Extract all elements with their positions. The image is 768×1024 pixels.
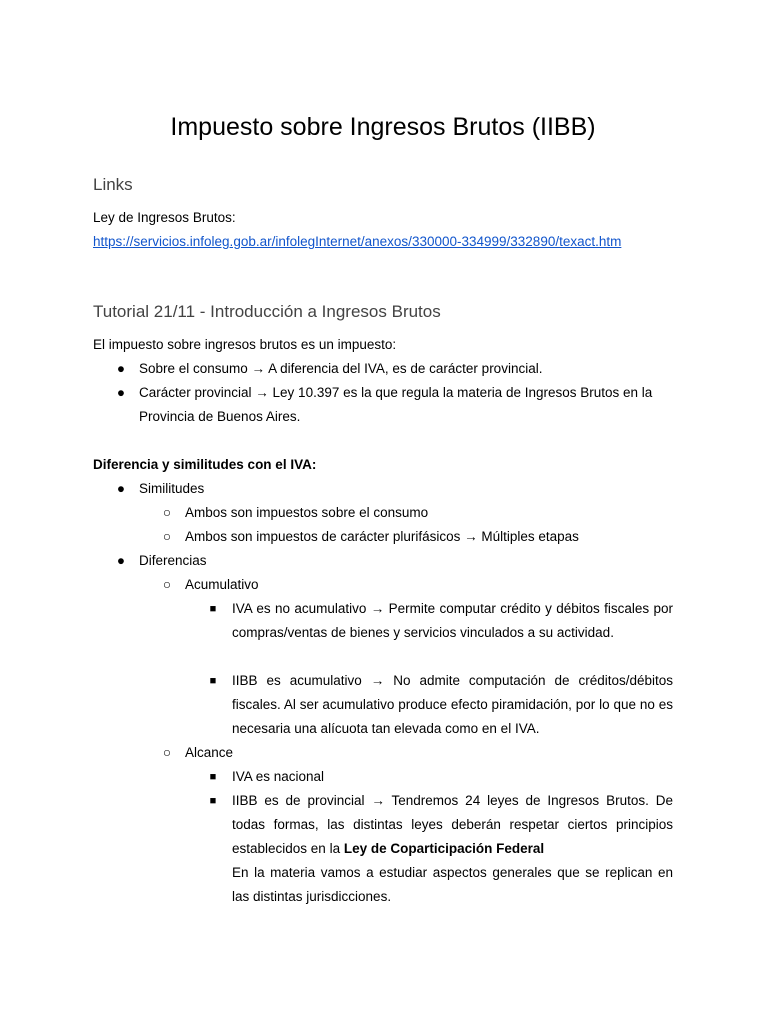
list-item-text: Sobre el consumo → A diferencia del IVA, es de carácter provincial.	[139, 361, 543, 376]
list-item-text: Diferencias	[139, 553, 207, 568]
list-item-text: IIBB es acumulativo → No admite computación de créditos/débitos fiscales. Al ser acumulativo produce efecto piramidación, por lo que no es necesaria una alícuota tan elevada como en el IVA.	[232, 673, 673, 736]
list-item-text	[232, 789, 673, 909]
list-item-text: Acumulativo	[185, 577, 259, 592]
list-item-diferencias	[93, 549, 673, 573]
list-item-text: IVA es no acumulativo → Permite computar crédito y débitos fiscales por compras/ventas de bienes y servicios vinculados a su actividad.	[232, 601, 673, 640]
list-item-text: IVA es nacional	[232, 769, 325, 784]
list-item-text: Similitudes	[139, 481, 205, 496]
square-bullet-icon: ■	[209, 675, 217, 687]
bullet-icon: ●	[116, 553, 126, 568]
list-item-text-main: IIBB es de provincial → Tendremos 24 leyes de Ingresos Brutos. De todas formas, las distintas leyes deberán respetar ciertos principios establecidos en la	[232, 793, 673, 856]
circle-bullet-icon: ○	[162, 505, 172, 520]
list-item-text: Alcance	[185, 745, 234, 760]
list-item-text: Carácter provincial → Ley 10.397 es la que regula la materia de Ingresos Brutos en la Provincia de Buenos Aires.	[139, 385, 653, 424]
list-item	[93, 789, 673, 909]
list-item	[93, 357, 673, 381]
circle-bullet-icon: ○	[162, 745, 172, 760]
list-item	[93, 765, 673, 789]
list-item	[93, 597, 673, 645]
links-paragraph	[93, 206, 673, 254]
list-item	[93, 669, 673, 741]
bullet-icon: ●	[116, 385, 126, 400]
list-item	[93, 525, 673, 549]
list-item-text: Ambos son impuestos sobre el consumo	[185, 505, 429, 520]
links-heading: Links	[93, 175, 133, 194]
list-item-similitudes	[93, 477, 673, 501]
document-title: Impuesto sobre Ingresos Brutos (IIBB)	[170, 113, 596, 141]
law-link[interactable]: https://servicios.infoleg.gob.ar/infolegInternet/anexos/330000-334999/332890/texact.htm	[93, 234, 622, 249]
bullet-icon: ●	[116, 481, 126, 496]
law-reference: Ley de Coparticipación Federal	[343, 841, 545, 856]
list-item	[93, 501, 673, 525]
list-item	[93, 381, 673, 429]
tutorial-heading: Tutorial 21/11 - Introducción a Ingresos Brutos	[93, 302, 441, 321]
bullet-icon: ●	[116, 361, 126, 376]
differences-heading: Diferencia y similitudes con el IVA:	[93, 457, 317, 472]
square-bullet-icon: ■	[209, 795, 217, 807]
intro-text: El impuesto sobre ingresos brutos es un impuesto:	[93, 337, 397, 352]
circle-bullet-icon: ○	[162, 577, 172, 592]
list-item-text: Ambos son impuestos de carácter plurifásicos → Múltiples etapas	[185, 529, 579, 544]
circle-bullet-icon: ○	[162, 529, 172, 544]
list-item-note: En la materia vamos a estudiar aspectos generales que se replican en las distintas jurisdicciones.	[232, 865, 673, 904]
list-item-alcance	[93, 741, 673, 765]
square-bullet-icon: ■	[209, 771, 217, 783]
square-bullet-icon: ■	[209, 603, 217, 615]
law-label: Ley de Ingresos Brutos:	[93, 210, 236, 225]
list-item-acumulativo	[93, 573, 673, 597]
